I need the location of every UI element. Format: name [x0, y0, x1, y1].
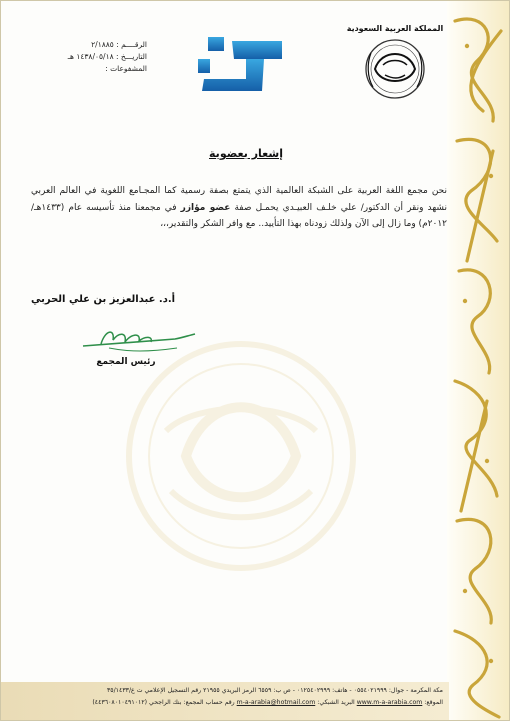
- reference-number-row: [37, 39, 147, 51]
- body-paragraph-end: في مجمعنا منذ تأسيسه عام (١٤٣٣هـ/٢٠١٢م) وما زال إلى الآن ولذلك زودناه بهذا التأييد.. مع وافر الشكر والتقدير،،،: [31, 202, 447, 229]
- attachments-label: المشفوعات :: [105, 64, 147, 73]
- contact-footer: [1, 682, 449, 721]
- date-row: [37, 51, 147, 63]
- attachments-row: [37, 63, 147, 75]
- footer-line-1: مكة المكرمة - جوال: ٠٥٥٤٠٢١٩٩٩ - هاتف: ٠١٢٥٤٠٢٩٩٩ - ص ب: ٦٥٥٩ الرمز البريدي ٢١٩٥٥ رقم التسجيل الإعلامي ت ع/٣٥/١٤٣٣: [106, 687, 443, 694]
- email-label: البريد الشبكي:: [317, 699, 355, 706]
- reference-block: [37, 39, 147, 75]
- bank-account: رقم حساب المجمع: بنك الراجحي (٤٤٣٦٠٨٠١٠٤٩١٠١٢): [92, 699, 235, 706]
- seal-watermark-icon: [106, 321, 376, 595]
- membership-type: عضو مؤازر: [180, 202, 231, 213]
- reference-value: ٢/١٨٨٥: [91, 40, 114, 49]
- body-paragraph-start: نحن مجمع اللغة العربية على الشبكة العالمية الذي يتمتع بصفة رسمية كما المجـامع اللغوية في العالم العربي نشهد ونقر أن الدكتور/ علي خلـف العبيـدي يحمـل صفة: [31, 186, 447, 213]
- email-link[interactable]: m-a-arabia@hotmail.com: [236, 699, 316, 706]
- seal-country-text: المملكة العربية السعودية: [346, 24, 444, 33]
- site-label: الموقع:: [424, 699, 443, 706]
- site-link[interactable]: www.m-a-arabia.com: [356, 699, 423, 706]
- decorative-calligraphy-border: [447, 1, 509, 721]
- letter-body: [31, 183, 447, 233]
- signer-name: أ.د. عبدالعزيز بن علي الحربي: [31, 294, 176, 305]
- academy-logo-icon: [194, 31, 286, 101]
- reference-label: الرقــــم :: [116, 40, 147, 49]
- letter-title: إشعار بعضوية: [209, 147, 283, 160]
- signer-role: رئيس المجمع: [96, 357, 156, 367]
- footer-line-2: [7, 697, 443, 709]
- date-label: التاريـــخ :: [116, 52, 147, 61]
- academy-seal: [345, 19, 445, 101]
- date-value: ١٤٣٨/٠٥/١٨ هـ: [67, 52, 114, 61]
